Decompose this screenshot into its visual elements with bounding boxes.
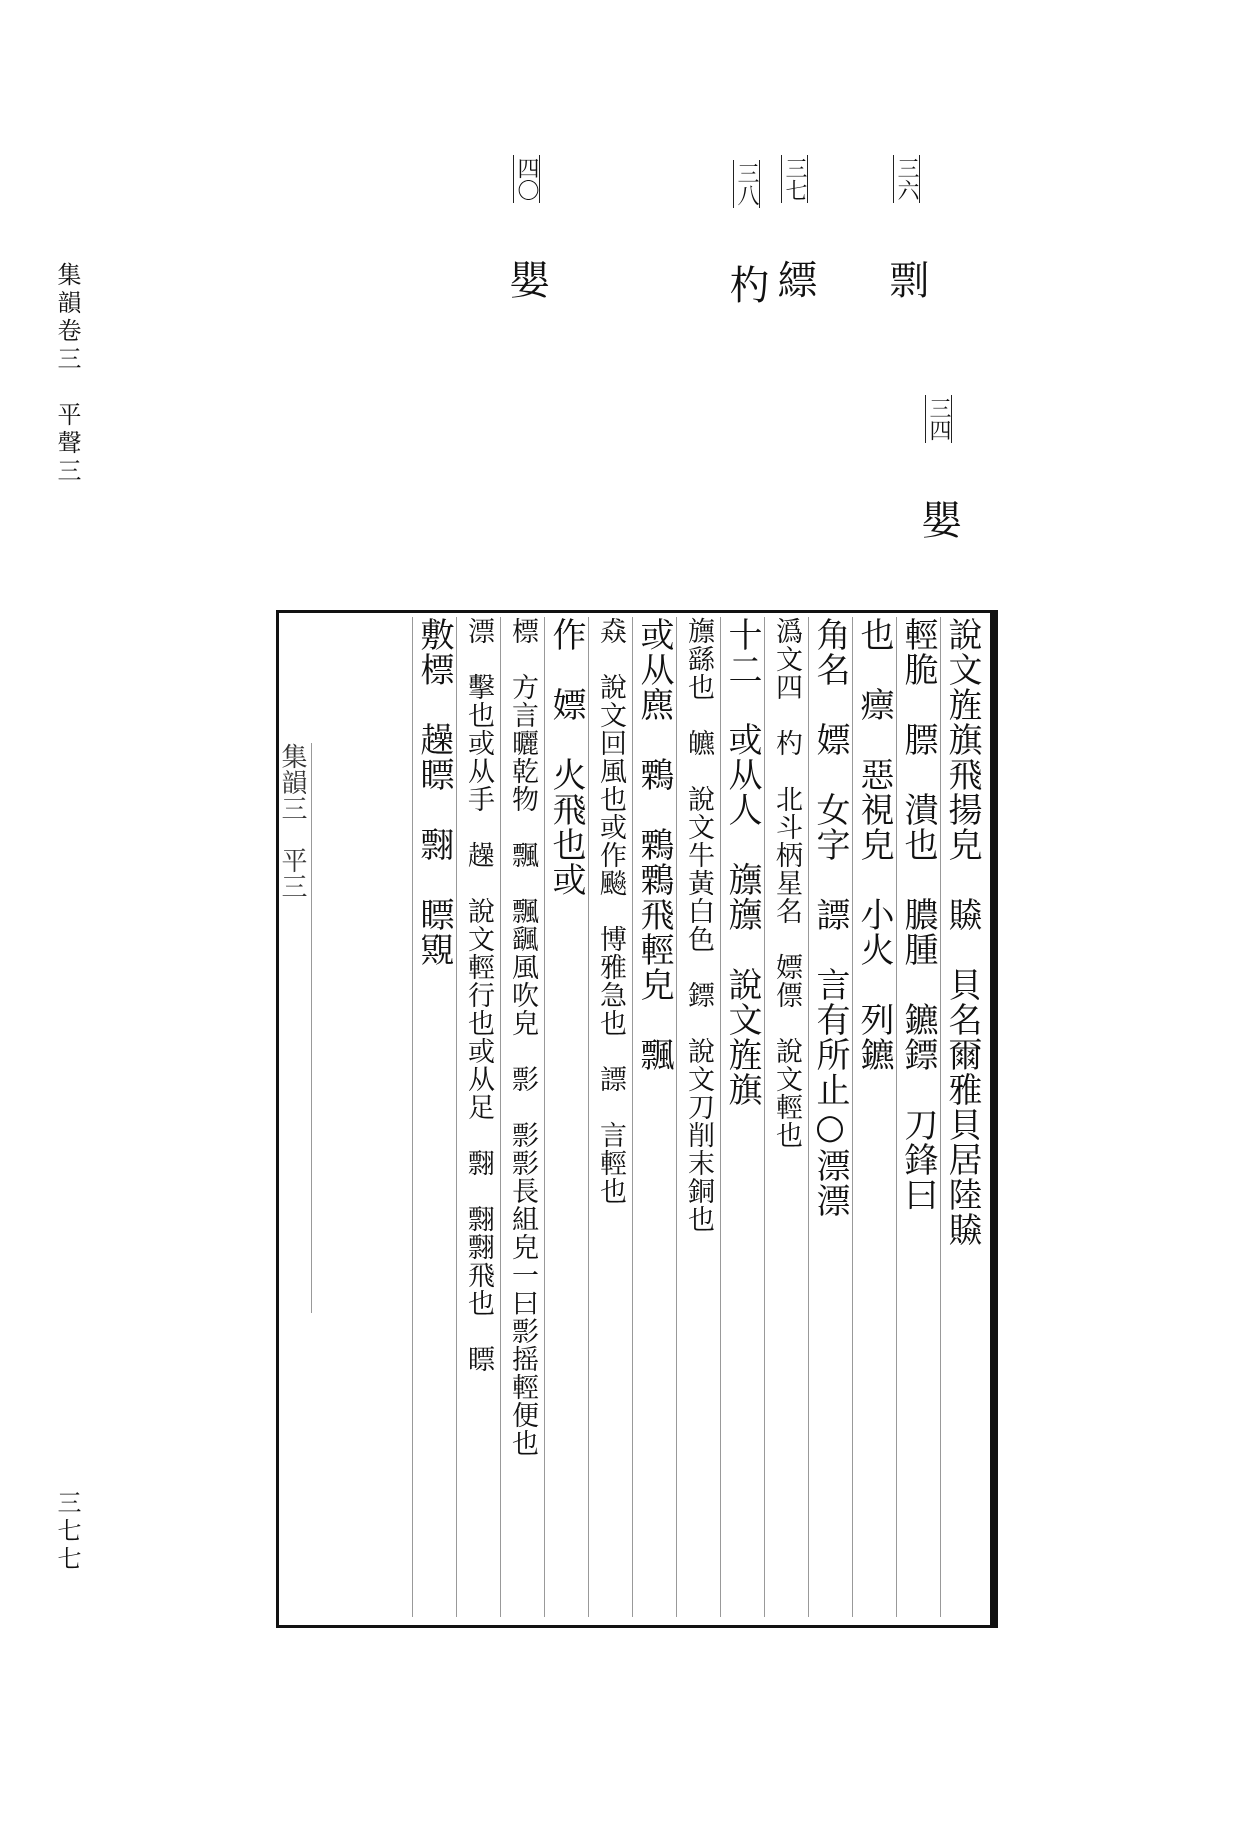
note-character: 剽 — [883, 259, 929, 299]
note-number: 四〇 — [514, 157, 539, 201]
text-column: 潙文四 杓 北斗柄星名 嫖僄 說文輕也 — [764, 617, 808, 1617]
note-number: 三四 — [926, 397, 951, 441]
text-column: 敷標 趮瞟 翲 瞟覭 — [412, 617, 456, 1617]
text-column: 或从麃 鷅 鷅鷅飛輕皃 飄 — [632, 617, 676, 1617]
text-column: 旚繇也 皫 說文牛黃白色 鏢 說文刀削末銅也 — [676, 617, 720, 1617]
text-column: 說文旌旗飛揚皃 贆 貝名爾雅貝居陸贆 — [940, 617, 984, 1617]
note-character: 縹 — [771, 259, 817, 299]
text-column: 也 瘭 惡視皃 小火 列鑣 — [852, 617, 896, 1617]
note-character: 嬰 — [503, 259, 549, 299]
note-number: 三六 — [894, 157, 919, 201]
page-number: 三七七 — [53, 1490, 81, 1574]
running-header: 集韻卷三 平聲三 — [53, 262, 81, 486]
collation-note-34 — [910, 395, 967, 539]
text-column: 漂 擊也或从手 趮 說文輕行也或从足 翲 翲翲飛也 瞟 — [456, 617, 500, 1617]
text-column: 角名 嫖 女字 謤 言有所止○漂漂 — [808, 617, 852, 1617]
note-number: 三八 — [734, 162, 759, 206]
note-number: 三七 — [782, 157, 807, 201]
block-margin-label: 集韻三 平三 — [283, 743, 312, 1313]
text-column: 標 方言曬乾物 飄 飄颻風吹皃 彯 彯彯長組皃一曰彯摇輕便也 — [500, 617, 544, 1617]
note-character: 嬰 — [915, 499, 961, 539]
collation-note-40 — [498, 155, 555, 299]
collation-note-36 — [878, 155, 935, 299]
text-column: 作 嫖 火飛也或 — [544, 617, 588, 1617]
text-column: 輕脆 膘 潰也 膿腫 鑣鏢 刀鋒曰 — [896, 617, 940, 1617]
collation-note-38 — [718, 160, 775, 304]
text-columns — [279, 617, 984, 1617]
text-column: 猋 說文回風也或作飈 博雅急也 謤 言輕也 — [588, 617, 632, 1617]
note-character: 杓 — [723, 264, 769, 304]
text-column: 十二 或从人 旚旚 說文旌旗 — [720, 617, 764, 1617]
printed-text-block — [276, 610, 998, 1628]
